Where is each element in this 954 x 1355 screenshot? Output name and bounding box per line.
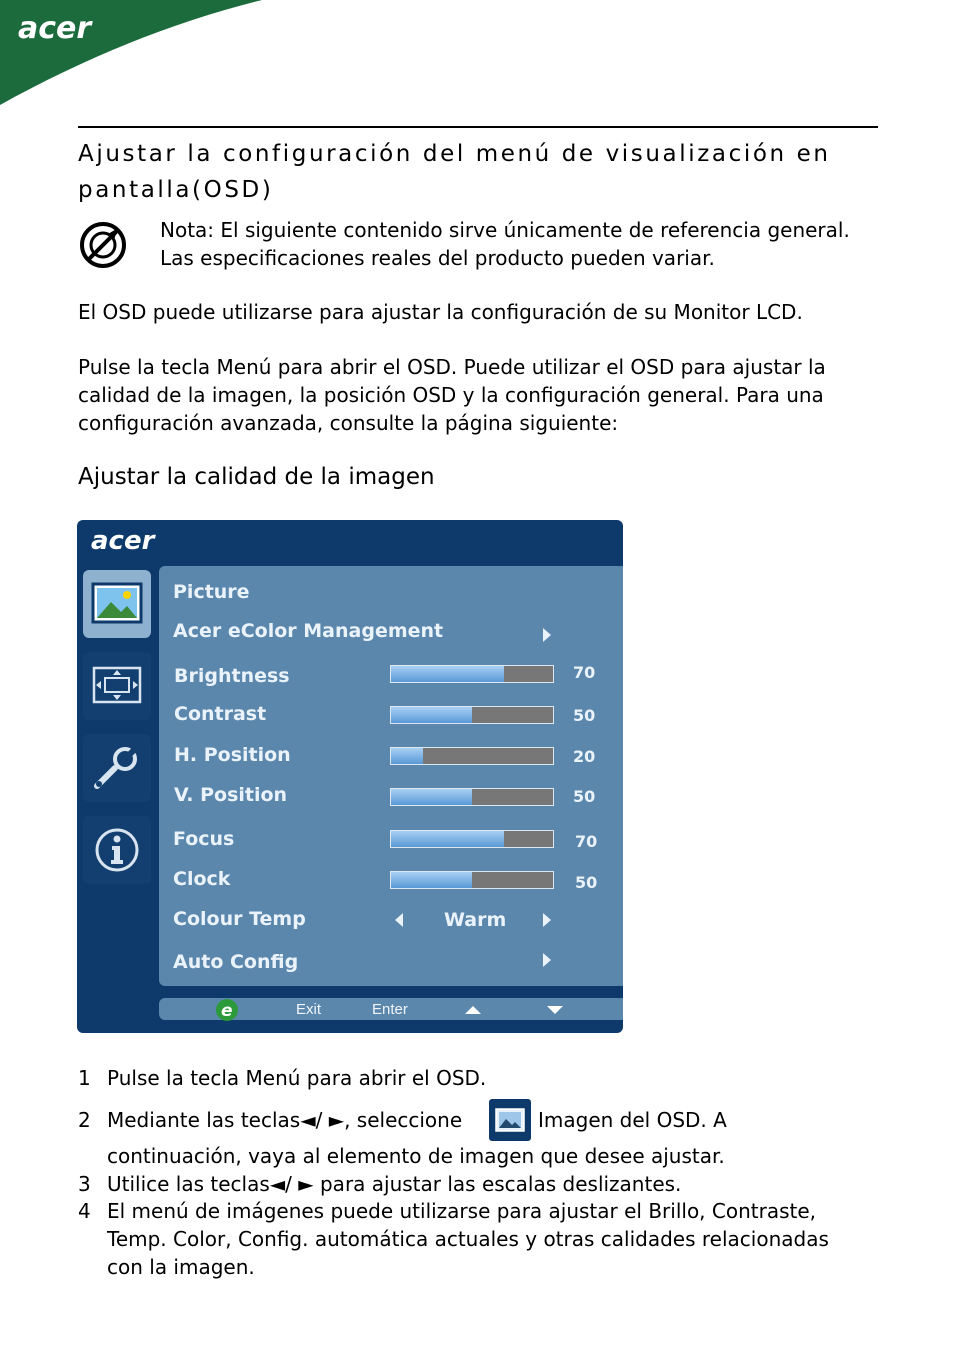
- osd-slider-value: 70: [575, 832, 598, 851]
- section-subtitle: Ajustar la calidad de la imagen: [78, 464, 435, 490]
- osd-section-title: Picture: [173, 581, 250, 603]
- slider-fill: [391, 872, 472, 888]
- picture-tab-icon: [91, 578, 143, 630]
- osd-tab-settings[interactable]: [83, 734, 151, 802]
- paragraph-osd-intro: El OSD puede utilizarse para ajustar la configuración de su Monitor LCD.: [78, 300, 803, 324]
- step-number: 2: [78, 1108, 91, 1132]
- settings-tab-icon: [91, 742, 143, 794]
- step-text: Imagen del OSD. A: [538, 1108, 727, 1132]
- osd-slider-value: 20: [573, 747, 596, 766]
- page-title: Ajustar la configuración del menú de visualización en pantalla(OSD): [78, 141, 831, 203]
- header-banner: [0, 0, 270, 110]
- picture-menu-icon: [489, 1099, 531, 1141]
- osd-slider-label: H. Position: [174, 744, 291, 766]
- osd-item-ecolor[interactable]: Acer eColor Management: [173, 620, 444, 642]
- position-tab-icon: [91, 660, 143, 712]
- step-text: El menú de imágenes puede utilizarse para ajustar el Brillo, Contraste, Temp. Color, Config. automática actuales y otras calidades relacionadas con la imagen.: [107, 1199, 829, 1279]
- osd-slider-value: 50: [575, 873, 598, 892]
- osd-slider-label: V. Position: [174, 784, 288, 806]
- up-arrow-icon[interactable]: [465, 1006, 481, 1014]
- osd-tab-info[interactable]: [83, 816, 151, 884]
- note-icon: [78, 220, 130, 270]
- down-arrow-icon[interactable]: [547, 1006, 563, 1014]
- svg-text:acer: acer: [91, 526, 155, 554]
- slider-fill: [391, 666, 504, 682]
- osd-slider-label: Focus: [173, 828, 235, 850]
- contrast-slider[interactable]: [390, 706, 554, 724]
- slider-fill: [391, 831, 504, 847]
- title-rule: [78, 126, 878, 128]
- osd-slider-label: Contrast: [174, 703, 267, 725]
- step-text: Mediante las teclas◄/ ►, seleccione: [107, 1108, 463, 1132]
- acer-logo: acer: [18, 11, 92, 46]
- e-key-icon[interactable]: [214, 998, 240, 1022]
- osd-item-colour-temp[interactable]: Colour Temp: [173, 908, 306, 930]
- step-number: 1: [78, 1066, 91, 1090]
- enter-button[interactable]: Enter: [372, 1001, 408, 1018]
- svg-text:e: e: [221, 1001, 233, 1021]
- osd-slider-label: Clock: [173, 868, 231, 890]
- colour-temp-value: Warm: [444, 909, 507, 931]
- osd-acer-logo: [91, 526, 171, 554]
- osd-item-auto-config[interactable]: Auto Config: [173, 951, 299, 973]
- step-text: Pulse la tecla Menú para abrir el OSD.: [107, 1066, 487, 1090]
- v-position-slider[interactable]: [390, 788, 554, 806]
- step-number: 3: [78, 1172, 91, 1196]
- paragraph-menu-key: Pulse la tecla Menú para abrir el OSD. Puede utilizar el OSD para ajustar la calidad de la imagen, la posición OSD y la configuración general. Para una configuración avanzada, consulte la página siguiente:: [78, 355, 826, 435]
- slider-fill: [391, 748, 423, 764]
- chevron-right-icon[interactable]: [543, 913, 551, 927]
- osd-slider-value: 50: [573, 787, 596, 806]
- slider-fill: [391, 707, 472, 723]
- osd-screenshot: [77, 520, 623, 1033]
- osd-slider-value: 70: [573, 663, 596, 682]
- step-text: Utilice las teclas◄/ ► para ajustar las escalas deslizantes.: [107, 1172, 682, 1196]
- exit-button[interactable]: Exit: [296, 1001, 322, 1018]
- h-position-slider[interactable]: [390, 747, 554, 765]
- osd-tab-picture[interactable]: [83, 570, 151, 638]
- info-tab-icon: [91, 824, 143, 876]
- note-text: Nota: El siguiente contenido sirve únicamente de referencia general. Las especificaciones reales del producto pueden variar.: [160, 218, 850, 270]
- brightness-slider[interactable]: [390, 665, 554, 683]
- chevron-right-icon: [543, 953, 551, 967]
- osd-slider-label: Brightness: [174, 665, 290, 687]
- focus-slider[interactable]: [390, 830, 554, 848]
- osd-tab-position[interactable]: [83, 652, 151, 720]
- osd-slider-value: 50: [573, 706, 596, 725]
- chevron-right-icon: [543, 628, 551, 642]
- slider-fill: [391, 789, 472, 805]
- clock-slider[interactable]: [390, 871, 554, 889]
- step-number: 4: [78, 1199, 91, 1223]
- chevron-left-icon[interactable]: [395, 913, 403, 927]
- step-text: continuación, vaya al elemento de imagen que desee ajustar.: [107, 1144, 725, 1168]
